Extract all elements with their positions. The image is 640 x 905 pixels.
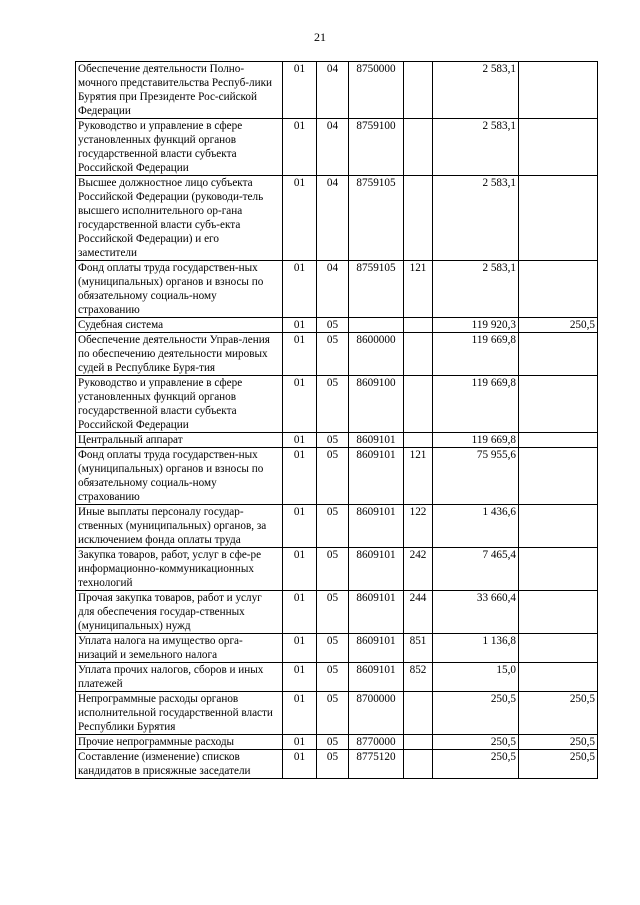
item-name: Прочие непрограммные расходы [76,735,283,750]
amount-federal [519,663,598,692]
expense-type-code: 244 [404,591,433,634]
item-name: Прочая закупка товаров, работ и услуг для обеспечения государ-ственных (муниципальных) нужд [76,591,283,634]
subsection-code: 05 [317,448,349,505]
subsection-code: 04 [317,261,349,318]
amount: 119 669,8 [433,333,519,376]
table-row [76,692,598,735]
section-code: 01 [283,119,317,176]
item-name: Высшее должностное лицо субъекта Российской Федерации (руководи-тель высшего исполнительного ор-гана государственной власти субъ-екта Российской Федерации) и его заместители [76,176,283,261]
amount: 119 669,8 [433,433,519,448]
item-name: Иные выплаты персоналу государ-ственных (муниципальных) органов, за исключением фонда оплаты труда [76,505,283,548]
target-article-code: 8609101 [349,663,404,692]
amount: 2 583,1 [433,62,519,119]
amount: 119 669,8 [433,376,519,433]
section-code: 01 [283,750,317,779]
budget-rows [76,62,598,779]
subsection-code: 05 [317,750,349,779]
table-row [76,505,598,548]
section-code: 01 [283,735,317,750]
target-article-code: 8600000 [349,333,404,376]
amount: 250,5 [433,692,519,735]
table-row [76,318,598,333]
item-name: Обеспечение деятельности Полно-мочного представительства Респуб-лики Бурятия при Президенте Рос-сийской Федерации [76,62,283,119]
amount-federal [519,176,598,261]
table-row [76,433,598,448]
amount: 15,0 [433,663,519,692]
table-row [76,735,598,750]
target-article-code: 8609101 [349,433,404,448]
expense-type-code: 121 [404,448,433,505]
expense-type-code: 122 [404,505,433,548]
table-row [76,548,598,591]
amount-federal: 250,5 [519,692,598,735]
amount: 2 583,1 [433,119,519,176]
section-code: 01 [283,333,317,376]
expense-type-code [404,433,433,448]
expense-type-code: 242 [404,548,433,591]
table-row [76,634,598,663]
subsection-code: 05 [317,318,349,333]
expense-type-code: 851 [404,634,433,663]
subsection-code: 05 [317,505,349,548]
expense-type-code [404,750,433,779]
expense-type-code [404,176,433,261]
section-code: 01 [283,591,317,634]
subsection-code: 04 [317,62,349,119]
section-code: 01 [283,692,317,735]
section-code: 01 [283,548,317,591]
target-article-code: 8609101 [349,634,404,663]
expense-type-code: 121 [404,261,433,318]
target-article-code: 8609101 [349,448,404,505]
amount-federal [519,62,598,119]
item-name: Руководство и управление в сфере установленных функций органов государственной власти субъекта Российской Федерации [76,119,283,176]
amount: 75 955,6 [433,448,519,505]
subsection-code: 05 [317,376,349,433]
amount-federal: 250,5 [519,318,598,333]
amount-federal [519,119,598,176]
amount-federal [519,433,598,448]
expense-type-code [404,692,433,735]
table-row [76,333,598,376]
target-article-code: 8700000 [349,692,404,735]
subsection-code: 05 [317,692,349,735]
section-code: 01 [283,433,317,448]
subsection-code: 05 [317,735,349,750]
table-row [76,663,598,692]
amount-federal [519,261,598,318]
section-code: 01 [283,176,317,261]
table-row [76,376,598,433]
section-code: 01 [283,663,317,692]
item-name: Уплата прочих налогов, сборов и иных платежей [76,663,283,692]
amount: 7 465,4 [433,548,519,591]
item-name: Руководство и управление в сфере установленных функций органов государственной власти субъекта Российской Федерации [76,376,283,433]
amount-federal [519,505,598,548]
amount: 33 660,4 [433,591,519,634]
table-row [76,448,598,505]
expense-type-code [404,119,433,176]
table-row [76,119,598,176]
target-article-code: 8609101 [349,548,404,591]
subsection-code: 05 [317,663,349,692]
table-row [76,261,598,318]
item-name: Непрограммные расходы органов исполнительной государственной власти Республики Бурятия [76,692,283,735]
item-name: Фонд оплаты труда государствен-ных (муниципальных) органов и взносы по обязательному социаль-ному страхованию [76,261,283,318]
subsection-code: 05 [317,433,349,448]
amount-federal [519,634,598,663]
target-article-code: 8759105 [349,261,404,318]
amount-federal [519,376,598,433]
subsection-code: 05 [317,591,349,634]
subsection-code: 05 [317,548,349,591]
amount-federal [519,333,598,376]
table-row [76,176,598,261]
item-name: Центральный аппарат [76,433,283,448]
target-article-code: 8775120 [349,750,404,779]
item-name: Судебная система [76,318,283,333]
table-row [76,591,598,634]
item-name: Фонд оплаты труда государствен-ных (муниципальных) органов и взносы по обязательному социаль-ному страхованию [76,448,283,505]
expense-type-code [404,376,433,433]
expense-type-code [404,318,433,333]
subsection-code: 04 [317,119,349,176]
expense-type-code [404,333,433,376]
section-code: 01 [283,62,317,119]
amount: 2 583,1 [433,261,519,318]
amount-federal [519,591,598,634]
section-code: 01 [283,634,317,663]
item-name: Уплата налога на имущество орга-низаций и земельного налога [76,634,283,663]
amount: 1 436,6 [433,505,519,548]
amount-federal: 250,5 [519,750,598,779]
expense-type-code [404,735,433,750]
section-code: 01 [283,261,317,318]
section-code: 01 [283,448,317,505]
amount: 119 920,3 [433,318,519,333]
item-name: Составление (изменение) списков кандидатов в присяжные заседатели [76,750,283,779]
expense-type-code: 852 [404,663,433,692]
subsection-code: 04 [317,176,349,261]
target-article-code: 8759100 [349,119,404,176]
section-code: 01 [283,318,317,333]
table-row [76,62,598,119]
table-row [76,750,598,779]
subsection-code: 05 [317,634,349,663]
section-code: 01 [283,376,317,433]
amount: 250,5 [433,735,519,750]
amount: 250,5 [433,750,519,779]
subsection-code: 05 [317,333,349,376]
target-article-code: 8750000 [349,62,404,119]
page-number: 21 [314,30,326,44]
target-article-code: 8770000 [349,735,404,750]
target-article-code: 8609101 [349,505,404,548]
amount: 1 136,8 [433,634,519,663]
amount-federal [519,448,598,505]
item-name: Обеспечение деятельности Управ-ления по обеспечению деятельности мировых судей в Республике Буря-тия [76,333,283,376]
amount-federal [519,548,598,591]
item-name: Закупка товаров, работ, услуг в сфе-ре информационно-коммуникационных технологий [76,548,283,591]
budget-table [75,61,598,779]
amount: 2 583,1 [433,176,519,261]
section-code: 01 [283,505,317,548]
expense-type-code [404,62,433,119]
target-article-code: 8609101 [349,591,404,634]
target-article-code [349,318,404,333]
target-article-code: 8609100 [349,376,404,433]
amount-federal: 250,5 [519,735,598,750]
target-article-code: 8759105 [349,176,404,261]
